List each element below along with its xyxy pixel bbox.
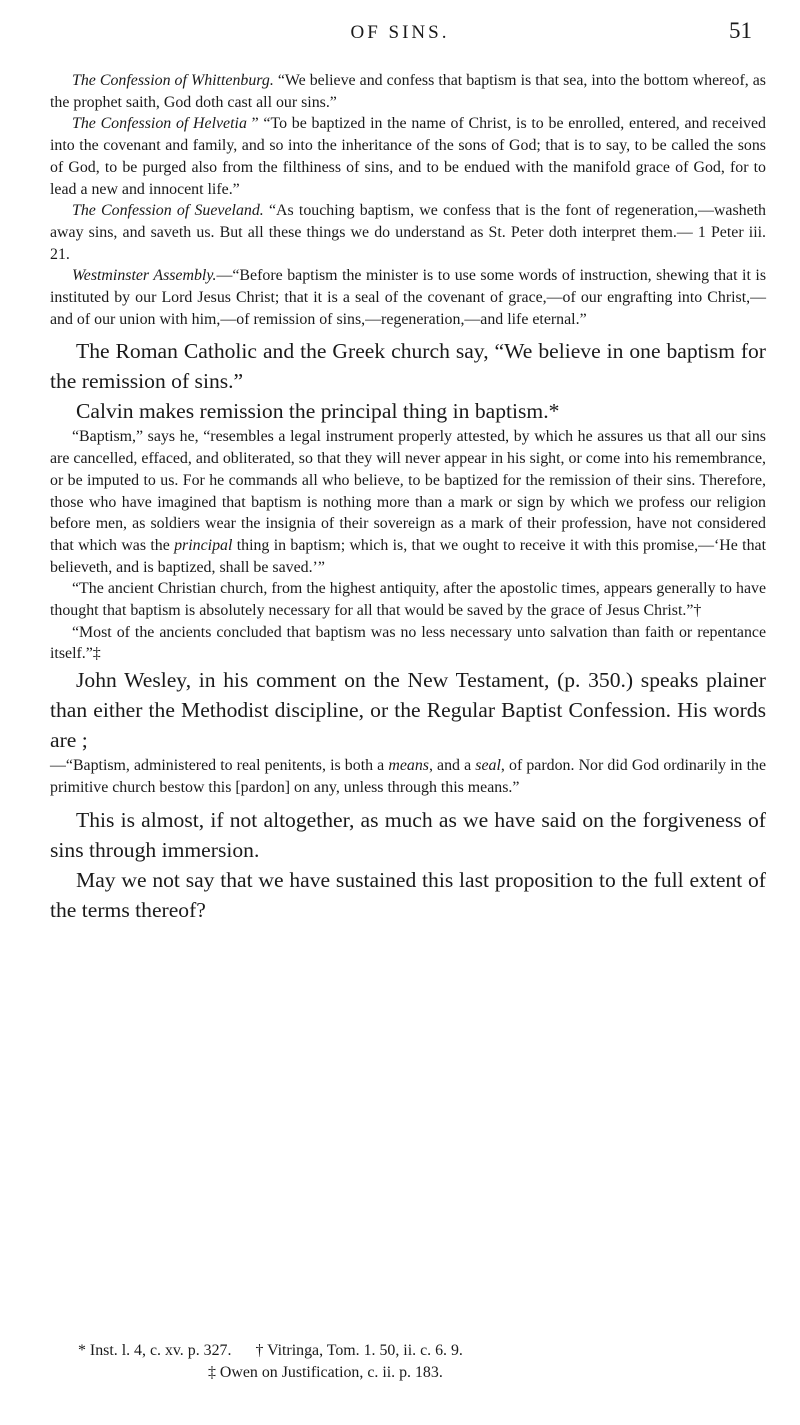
running-head: OF SINS. xyxy=(350,22,450,43)
confession-quote: “We believe and confess that baptism is that sea, into the bottom whereof, as the prophet saith, God doth cast all our sins.” xyxy=(50,72,766,111)
footnote-dagger: † Vitringa, Tom. 1. 50, ii. c. 6. 9. xyxy=(255,1342,463,1359)
calvin-quote-text: “Baptism,” says he, “resembles a legal instrument properly attested, by which he assures us that all our sins are cancelled, effaced, and obliterated, so that they will never appear in his sight, or come into his remembrance, or be imputed to us. For he commands all who believe, to be baptized for the remission of their sins. Therefore, those who have imagined that baptism is nothing more than a mark or sign by which we profess our religion before men, as soldiers wear the insignia of their sovereign as a mark of their profession, have not considered that which was the xyxy=(50,428,766,554)
wesley-paragraph: John Wesley, in his comment on the New Testament, (p. 350.) speaks plainer than either the Methodist discipline, or the Regular Baptist Confession. His words are ; xyxy=(50,668,766,753)
wesley-quote-seal: seal xyxy=(475,757,501,775)
roman-catholic-paragraph: The Roman Catholic and the Greek church say, “We believe in one baptism for the remission of sins.” xyxy=(50,339,766,394)
footnote-line xyxy=(78,1362,738,1384)
confession-quote: ” “To be baptized in the name of Christ, is to be enrolled, entered, and received into the covenant and family, and so into the inheritance of the sons of God; that is to say, to be called the sons of God, to be purged also from the filthiness of sins, and to be endued with the manifold grace of God, for to lead a new and innocent life.” xyxy=(50,115,766,198)
wesley-quote xyxy=(50,755,766,798)
confession-paragraph xyxy=(50,70,766,113)
page-body xyxy=(50,70,766,925)
footnote-star: * Inst. l. 4, c. xv. p. 327. xyxy=(78,1342,232,1359)
confession-source: The Confession of Whittenburg. xyxy=(72,72,274,89)
confession-paragraph xyxy=(50,265,766,330)
confession-paragraph xyxy=(50,200,766,265)
confession-quote: “As touching baptism, we confess that is the font of regeneration,—washeth away sins, and saveth us. But all these things we do understand as St. Peter doth interpret them.— 1 Peter iii. 21. xyxy=(50,202,766,263)
page-header xyxy=(0,14,800,54)
confession-source: Westminster Assembly. xyxy=(72,267,217,285)
ancient-church-quote: “The ancient Christian church, from the highest antiquity, after the apostolic times, appears generally to have thought that baptism is absolutely necessary for all that would be saved by the grace of Jesus Christ.”† xyxy=(50,580,766,620)
footnote-line xyxy=(78,1340,738,1362)
confession-source: The Confession of Helvetia xyxy=(72,115,247,133)
ancients-quote: “Most of the ancients concluded that baptism was no less necessary unto salvation than faith or repentance itself.”‡ xyxy=(50,623,766,663)
calvin-quote-text: thing in baptism; which is, that we ought to receive it with this promise,—‘He that believeth, and is baptized, shall be saved.’” xyxy=(50,536,766,576)
calvin-quote xyxy=(50,426,766,578)
wesley-quote-text: , and a xyxy=(428,757,476,775)
confession-source: The Confession of Sueveland. xyxy=(72,202,264,220)
footnotes xyxy=(78,1340,738,1384)
conclusion-paragraph: May we not say that we have sustained this last proposition to the full extent of the terms thereof? xyxy=(50,867,766,922)
footnote-double-dagger: ‡ Owen on Justification, c. ii. p. 183. xyxy=(208,1364,443,1381)
page-number: 51 xyxy=(729,18,752,43)
confession-paragraph xyxy=(50,113,766,200)
confession-quote: —“Before baptism the minister is to use some words of instruction, shewing that it is instituted by our Lord Jesus Christ; that it is a seal of the covenant of grace,—of our engrafting into Christ,—and of our union with him,—of remission of sins,—regeneration,—and life eternal.” xyxy=(50,267,767,328)
conclusion-paragraph: This is almost, if not altogether, as much as we have said on the forgiveness of sins through immersion. xyxy=(50,807,766,862)
wesley-quote-text: —“Baptism, administered to real penitents, is both a xyxy=(50,757,389,775)
wesley-quote-text: , of pardon. Nor did God ordinarily in the primitive church bestow this [pardon] on any, unless through this means.” xyxy=(50,757,766,796)
calvin-intro: Calvin makes remission the principal thing in baptism.* xyxy=(76,399,560,424)
wesley-quote-means: means xyxy=(388,757,429,775)
calvin-quote-emphasis: principal xyxy=(174,536,233,554)
